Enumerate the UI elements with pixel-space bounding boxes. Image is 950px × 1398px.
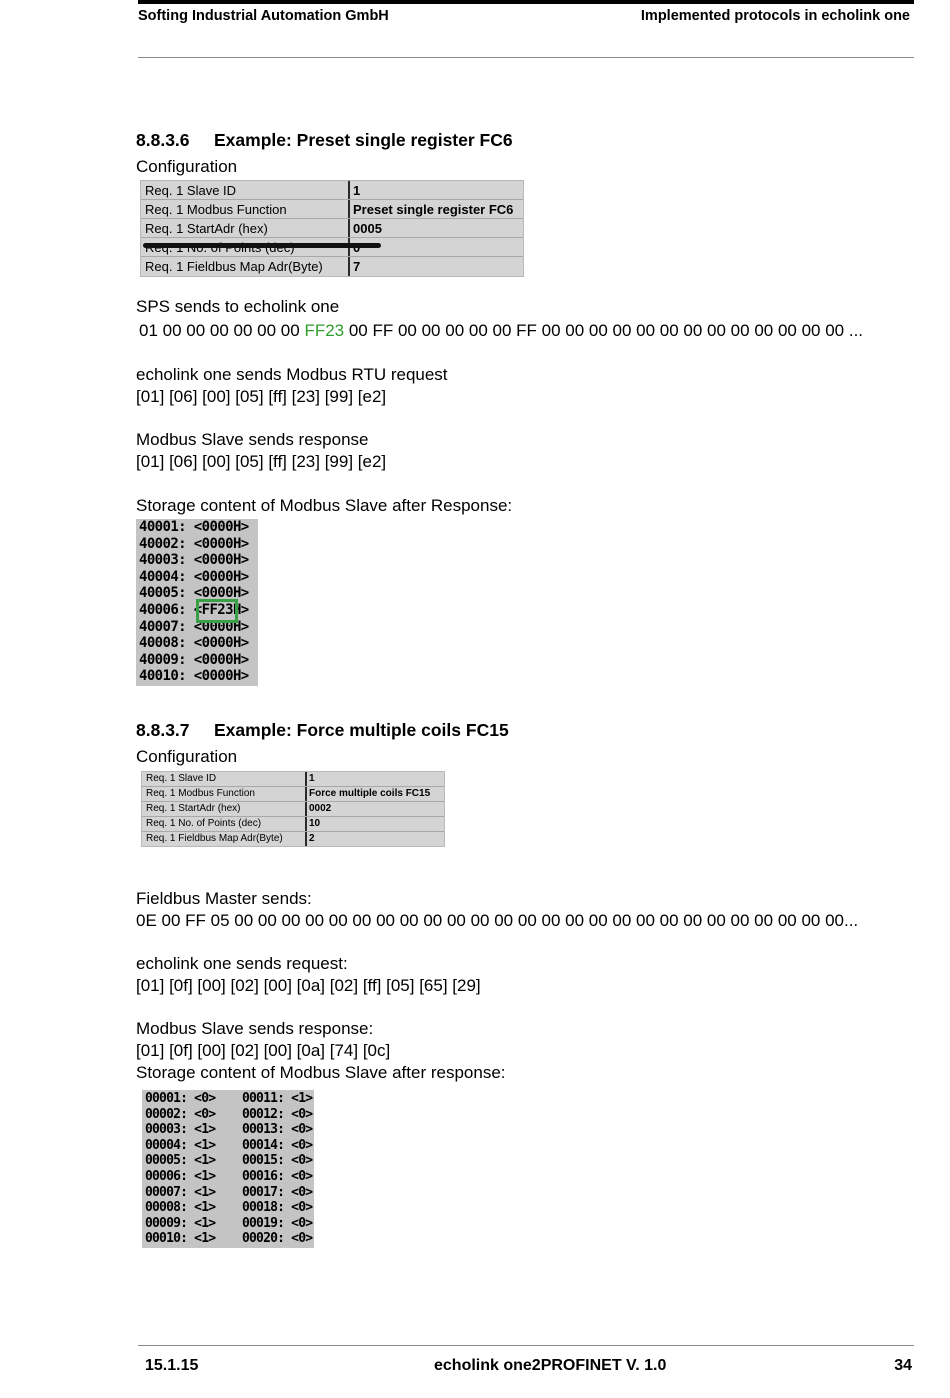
config-row-value: Force multiple coils FC15 [309,788,431,799]
config-row [141,181,523,200]
register-line: 40003: <0000H> [139,552,249,569]
section-heading-fc6 [136,130,513,151]
config-row-label: Req. 1 Fieldbus Map Adr(Byte) [146,833,283,844]
register-line: 40002: <0000H> [139,535,249,552]
coil-line: 00013: <0> [242,1122,313,1138]
section-heading-fc15 [136,720,509,741]
sps-bytes-suffix: 00 FF 00 00 00 00 00 FF 00 00 00 00 00 00 00 00 00 00 00 00 00 ... [344,321,864,340]
header-company: Softing Industrial Automation GmbH [138,8,389,24]
coil-line: 00011: <1> [242,1091,313,1106]
coil-dump-fc15 [142,1090,314,1248]
coil-line: 00012: <0> [242,1106,313,1122]
footer-date: 15.1.15 [145,1357,199,1374]
footer-divider [138,1345,914,1346]
coil-line: 00008: <1> [145,1200,216,1216]
request-label: echolink one sends Modbus RTU request [136,365,448,384]
config-row-value: 0005 [353,221,382,236]
config-row-value: 1 [353,183,361,198]
config-row-value: 0002 [309,803,332,814]
header-divider [138,57,914,58]
config-row [142,772,444,787]
coil-line: 00009: <1> [145,1215,216,1231]
section-number: 8.8.3.6 [136,130,190,150]
config-row-value: Preset single register FC6 [353,202,514,217]
coil-line: 00007: <1> [145,1184,216,1200]
storage-label: Storage content of Modbus Slave after response: [136,1063,506,1082]
coil-line: 00020: <0> [242,1231,313,1247]
header-section: Implemented protocols in echolink one [640,8,910,24]
coil-line: 00003: <1> [145,1122,216,1138]
config-row [141,257,523,275]
config-row-label: Req. 1 No. of Points (dec) [146,818,262,829]
footer-product: echolink one2PROFINET V. 1.0 [434,1357,667,1374]
register-line: 40004: <0000H> [139,568,249,585]
config-table-fc15 [141,771,445,847]
response-label: Modbus Slave sends response [136,430,369,449]
coil-line: 00001: <0> [145,1091,216,1106]
footer-page-number: 34 [894,1357,912,1374]
config-row-label: Req. 1 StartAdr (hex) [145,221,268,236]
master-bytes: 0E 00 FF 05 00 00 00 00 00 00 00 00 00 00 00 00 00 00 00 00 00 00 00 00 00 00 00 00 00 00... [136,911,859,930]
sps-bytes [139,321,863,341]
section-title: Example: Force multiple coils FC15 [214,720,509,740]
config-row [142,832,444,845]
config-row [141,219,523,238]
coil-line: 00010: <1> [145,1231,216,1247]
master-label: Fieldbus Master sends: [136,889,312,908]
coil-line: 00005: <1> [145,1153,216,1169]
response-label: Modbus Slave sends response: [136,1019,374,1038]
header-rule [138,0,914,4]
config-row-value: 2 [309,833,315,844]
config-row-label: Req. 1 Fieldbus Map Adr(Byte) [145,259,323,274]
config-row [142,802,444,817]
config-table-fc6 [140,180,524,277]
request-bytes: [01] [0f] [00] [02] [00] [0a] [02] [ff] [05] [65] [29] [136,976,481,995]
request-label: echolink one sends request: [136,954,348,973]
coil-line: 00015: <0> [242,1153,313,1169]
register-line: 40001: <0000H> [139,519,249,535]
response-bytes: [01] [0f] [00] [02] [00] [0a] [74] [0c] [136,1041,391,1060]
register-line: 40006: <FF23H> [139,602,249,618]
config-label: Configuration [136,747,238,766]
coil-line: 00019: <0> [242,1215,313,1231]
config-row [142,787,444,802]
config-row-label: Req. 1 Slave ID [146,773,217,784]
section-number: 8.8.3.7 [136,720,190,740]
config-row-label: Req. 1 Modbus Function [145,202,287,217]
config-label: Configuration [136,157,238,176]
coil-line: 00014: <0> [242,1137,313,1153]
sps-bytes-highlight: FF23 [304,321,345,340]
register-line: 40009: <0000H> [139,651,249,668]
response-bytes: [01] [06] [00] [05] [ff] [23] [99] [e2] [136,452,387,471]
sps-label: SPS sends to echolink one [136,297,340,316]
config-row-label: Req. 1 Slave ID [145,183,237,198]
config-row-label: Req. 1 StartAdr (hex) [146,803,241,814]
coil-line: 00017: <0> [242,1184,313,1200]
request-bytes: [01] [06] [00] [05] [ff] [23] [99] [e2] [136,387,387,406]
register-line: 40005: <0000H> [139,585,249,602]
strikethrough-mark [143,243,381,248]
config-row [142,817,444,832]
register-dump-fc6 [136,519,258,686]
coil-line: 00018: <0> [242,1200,313,1216]
highlight-box [196,599,238,623]
register-line: 40007: <0000H> [139,618,249,635]
config-row-label: Req. 1 Modbus Function [146,788,255,799]
coil-line: 00006: <1> [145,1169,216,1184]
sps-bytes-prefix: 01 00 00 00 00 00 00 [139,321,305,340]
config-row [141,200,523,219]
config-row-value: 1 [309,773,315,784]
register-line: 40010: <0000H> [139,668,249,685]
coil-line: 00004: <1> [145,1137,216,1153]
coil-line: 00016: <0> [242,1169,313,1184]
coil-line: 00002: <0> [145,1106,216,1122]
storage-label: Storage content of Modbus Slave after Response: [136,496,513,515]
config-row-value: 10 [309,818,321,829]
register-line: 40008: <0000H> [139,635,249,652]
config-row-value: 7 [353,259,361,274]
section-title: Example: Preset single register FC6 [214,130,513,150]
